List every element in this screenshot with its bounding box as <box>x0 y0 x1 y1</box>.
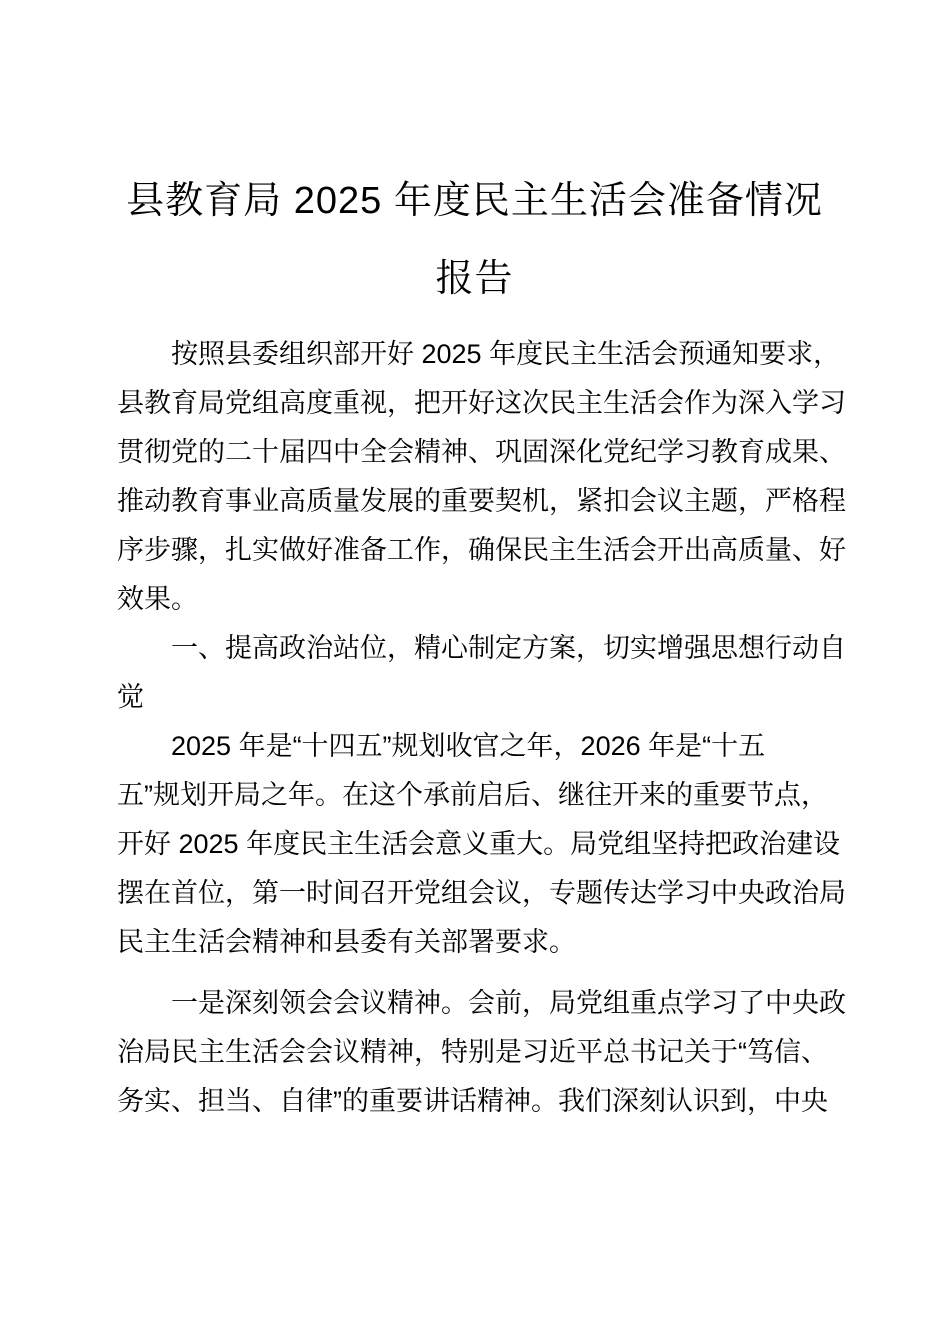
text-line: 贯彻党的二十届四中全会精神、巩固深化党纪学习教育成果、 <box>117 437 846 467</box>
text-line: 推动教育事业高质量发展的重要契机，紧扣会议主题，严格程 <box>117 486 846 516</box>
text-line: 2025 年是“十四五”规划收官之年，2026 年是“十五 <box>171 731 766 761</box>
text-line: 五”规划开局之年。在这个承前启后、继往开来的重要节点， <box>117 780 828 810</box>
title-line: 报告 <box>435 258 514 300</box>
text-line: 开好 2025 年度民主生活会意义重大。局党组坚持把政治建设 <box>117 829 841 859</box>
paragraph <box>117 330 846 624</box>
text-line: 务实、担当、自律”的重要讲话精神。我们深刻认识到，中央 <box>117 1086 828 1116</box>
paragraph <box>117 979 846 1126</box>
text-line: 摆在首位，第一时间召开党组会议，专题传达学习中央政治局 <box>117 878 846 908</box>
paragraph <box>117 722 846 967</box>
text-line: 觉 <box>117 682 144 712</box>
section-heading <box>117 624 846 722</box>
title-line: 县教育局 2025 年度民主生活会准备情况 <box>126 180 823 222</box>
document-body <box>117 330 846 1126</box>
text-line: 一、提高政治站位，精心制定方案，切实增强思想行动自 <box>171 633 846 663</box>
text-line: 民主生活会精神和县委有关部署要求。 <box>117 927 576 957</box>
text-line: 治局民主生活会会议精神，特别是习近平总书记关于“笃信、 <box>117 1037 828 1067</box>
document-title <box>117 162 832 318</box>
text-line: 一是深刻领会会议精神。会前，局党组重点学习了中央政 <box>171 988 846 1018</box>
text-line: 县教育局党组高度重视，把开好这次民主生活会作为深入学习 <box>117 388 846 418</box>
text-line: 按照县委组织部开好 2025 年度民主生活会预通知要求， <box>171 339 841 369</box>
text-line: 序步骤，扎实做好准备工作，确保民主生活会开出高质量、好 <box>117 535 846 565</box>
text-line: 效果。 <box>117 584 198 614</box>
